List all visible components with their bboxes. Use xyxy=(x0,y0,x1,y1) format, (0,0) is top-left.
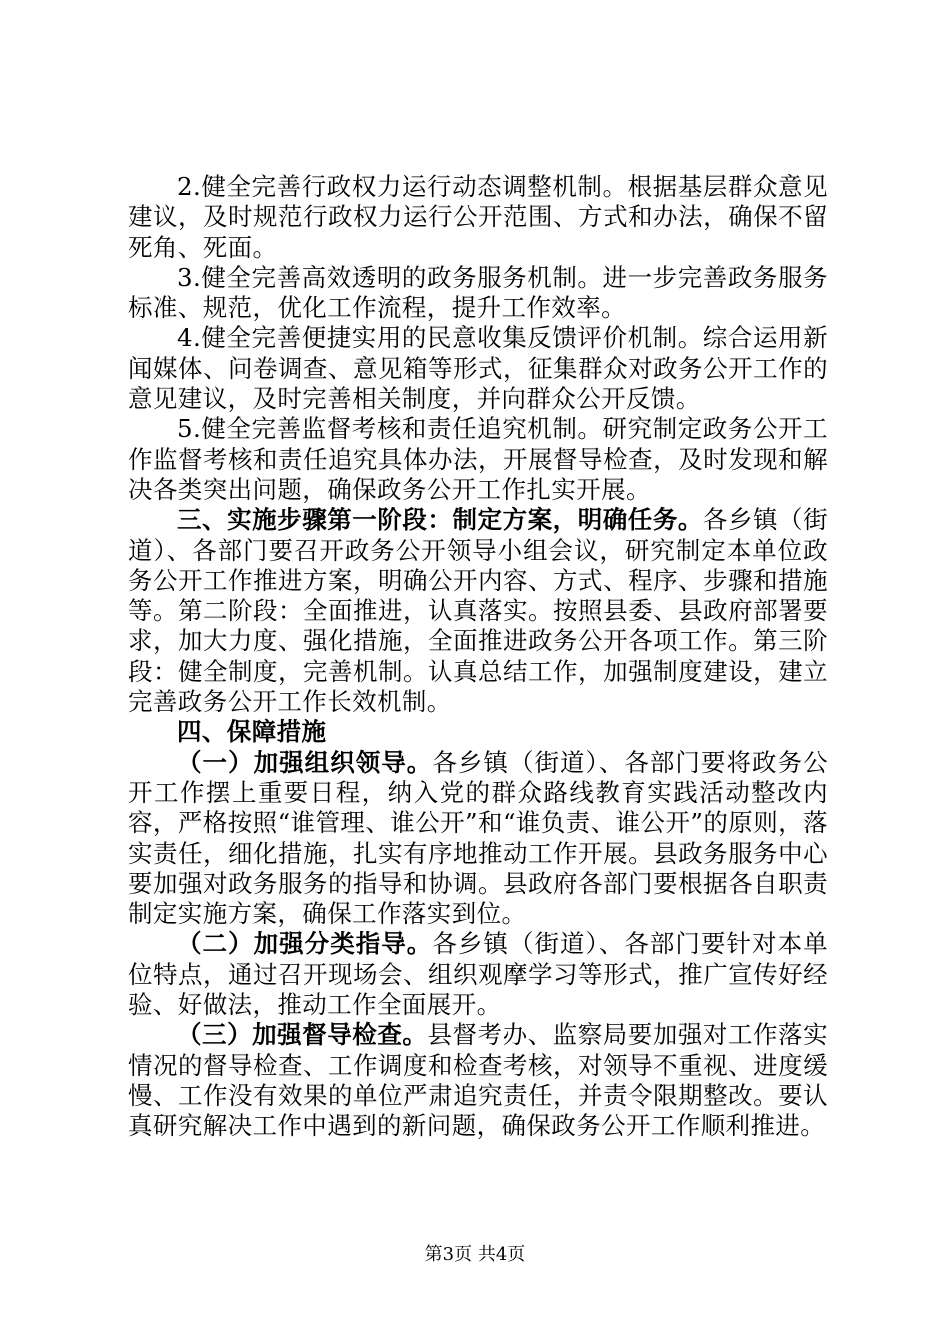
section-implementation-steps: 三、实施步骤第一阶段：制定方案，明确任务。各乡镇（街道）、各部门要召开政务公开领导小组会议，研究制定本单位政务公开工作推进方案，明确公开内容、方式、程序、步骤和措施等。第二阶段：全面推进，认真落实。按照县委、县政府部署要求，加大力度、强化措施，全面推进政务公开各项工作。第三阶段：健全制度，完善机制。认真总结工作，加强制度建设，建立完善政务公开工作长效机制。 xyxy=(128,505,828,717)
page-number-footer: 第3页 共4页 xyxy=(424,1244,526,1265)
paragraph-safeguard-2: （二）加强分类指导。各乡镇（街道）、各部门要针对本单位特点，通过召开现场会、组织观摩学习等形式，推广宣传好经验、好做法，推动工作全面展开。 xyxy=(128,929,828,1020)
document-body xyxy=(128,172,828,1142)
paragraph-mechanism-4: 4.健全完善便捷实用的民意收集反馈评价机制。综合运用新闻媒体、问卷调查、意见箱等形式，征集群众对政务公开工作的意见建议，及时完善相关制度，并向群众公开反馈。 xyxy=(128,323,828,414)
section-heading-safeguards: 四、保障措施 xyxy=(177,717,327,747)
paragraph-safeguard-1: （一）加强组织领导。各乡镇（街道）、各部门要将政务公开工作摆上重要日程，纳入党的群众路线教育实践活动整改内容，严格按照“谁管理、谁公开”和“谁负责、谁公开”的原则，落实责任，细化措施，扎实有序地推动工作开展。县政务服务中心要加强对政务服务的指导和协调。县政府各部门要根据各自职责制定实施方案，确保工作落实到位。 xyxy=(128,747,828,929)
paragraph-mechanism-2: 2.健全完善行政权力运行动态调整机制。根据基层群众意见建议，及时规范行政权力运行公开范围、方式和办法，确保不留死角、死面。 xyxy=(128,172,828,262)
paragraph-safeguard-3: （三）加强督导检查。县督考办、监察局要加强对工作落实情况的督导检查、工作调度和检查考核，对领导不重视、进度缓慢、工作没有效果的单位严肃追究责任，并责令限期整改。要认真研究解决工作中遇到的新问题，确保政务公开工作顺利推进。 xyxy=(128,1020,828,1141)
paragraph-mechanism-3: 3.健全完善高效透明的政务服务机制。进一步完善政务服务标准、规范，优化工作流程，提升工作效率。 xyxy=(128,262,828,323)
paragraph-mechanism-5: 5.健全完善监督考核和责任追究机制。研究制定政务公开工作监督考核和责任追究具体办法，开展督导检查，及时发现和解决各类突出问题，确保政务公开工作扎实开展。 xyxy=(128,414,828,504)
